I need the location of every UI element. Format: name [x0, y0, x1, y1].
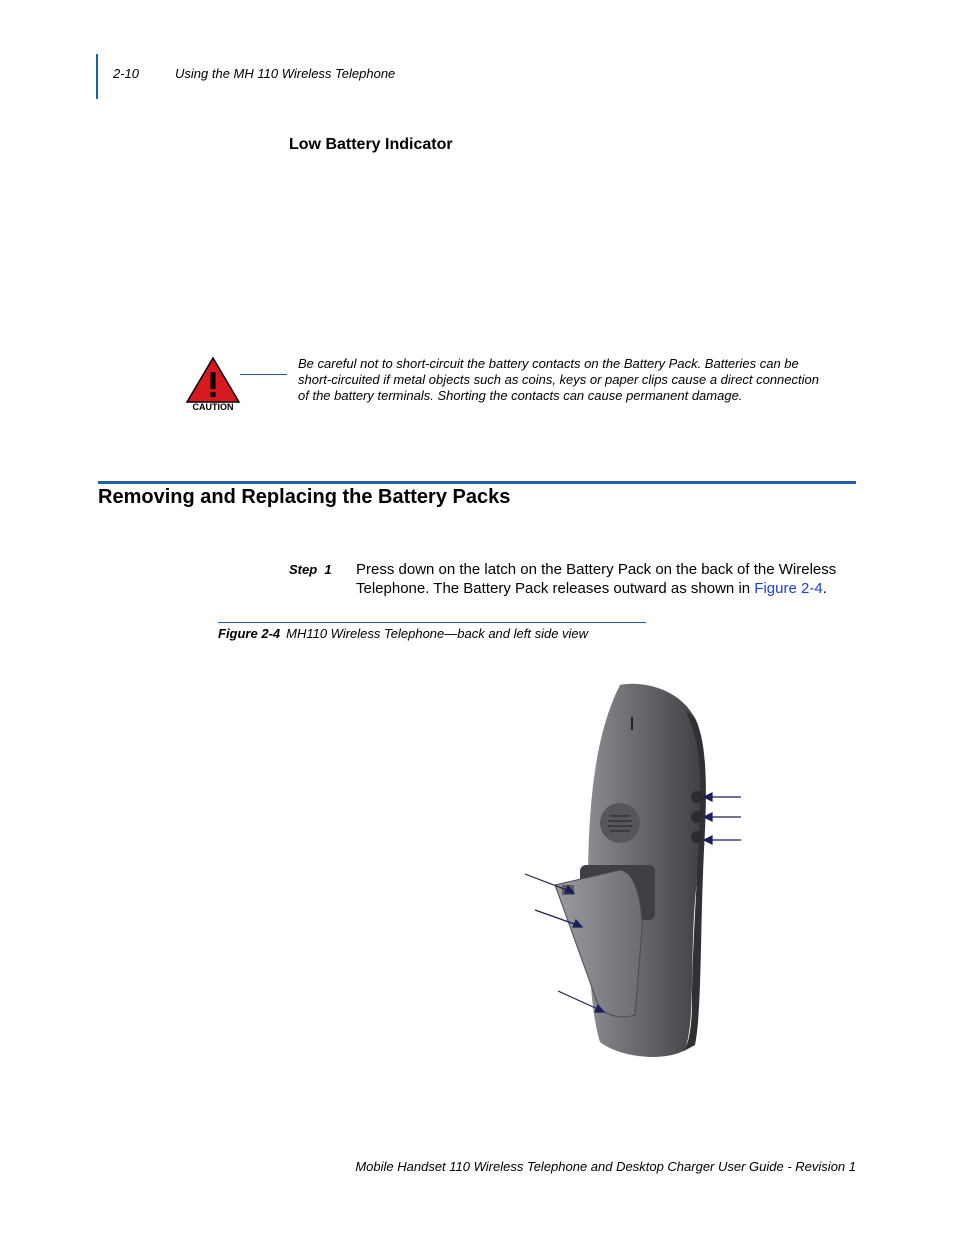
- figure-caption-text: MH110 Wireless Telephone—back and left side view: [286, 626, 589, 641]
- side-button-2: [691, 811, 703, 823]
- caution-icon-label: CAUTION: [192, 402, 234, 412]
- step-label: Step 1: [289, 562, 332, 577]
- step-text-body: Press down on the latch on the Battery Pack on the back of the Wireless Telephone. The Battery Pack releases outward as shown in: [356, 561, 837, 597]
- figure-link[interactable]: Figure 2-4: [754, 580, 823, 597]
- header-margin-rule: [96, 54, 98, 99]
- caution-text: Be careful not to short-circuit the battery contacts on the Battery Pack. Batteries can be short-circuited if metal objects such as coins, keys or paper clips cause a direct connection of the battery terminals. Shorting the contacts can cause permanent damage.: [298, 356, 819, 403]
- caution-rule: [240, 374, 287, 375]
- figure-number: Figure 2-4: [218, 626, 281, 641]
- section-heading: Removing and Replacing the Battery Packs: [98, 486, 511, 508]
- running-header-title: Using the MH 110 Wireless Telephone: [175, 66, 396, 81]
- low-battery-heading: Low Battery Indicator: [289, 136, 453, 153]
- step-text: [356, 560, 866, 598]
- page-number: 2-10: [113, 66, 140, 81]
- side-button-1: [691, 791, 703, 803]
- handset-figure: [470, 670, 760, 1070]
- caution-icon: [183, 355, 243, 415]
- section-rule: [98, 481, 856, 484]
- footer-text: Mobile Handset 110 Wireless Telephone and Desktop Charger User Guide - Revision 1: [355, 1159, 856, 1174]
- figure-caption: [218, 626, 588, 641]
- side-button-3: [691, 831, 703, 843]
- figure-rule: [218, 622, 646, 623]
- step-text-end: .: [822, 580, 827, 597]
- speaker-grille: [600, 803, 640, 843]
